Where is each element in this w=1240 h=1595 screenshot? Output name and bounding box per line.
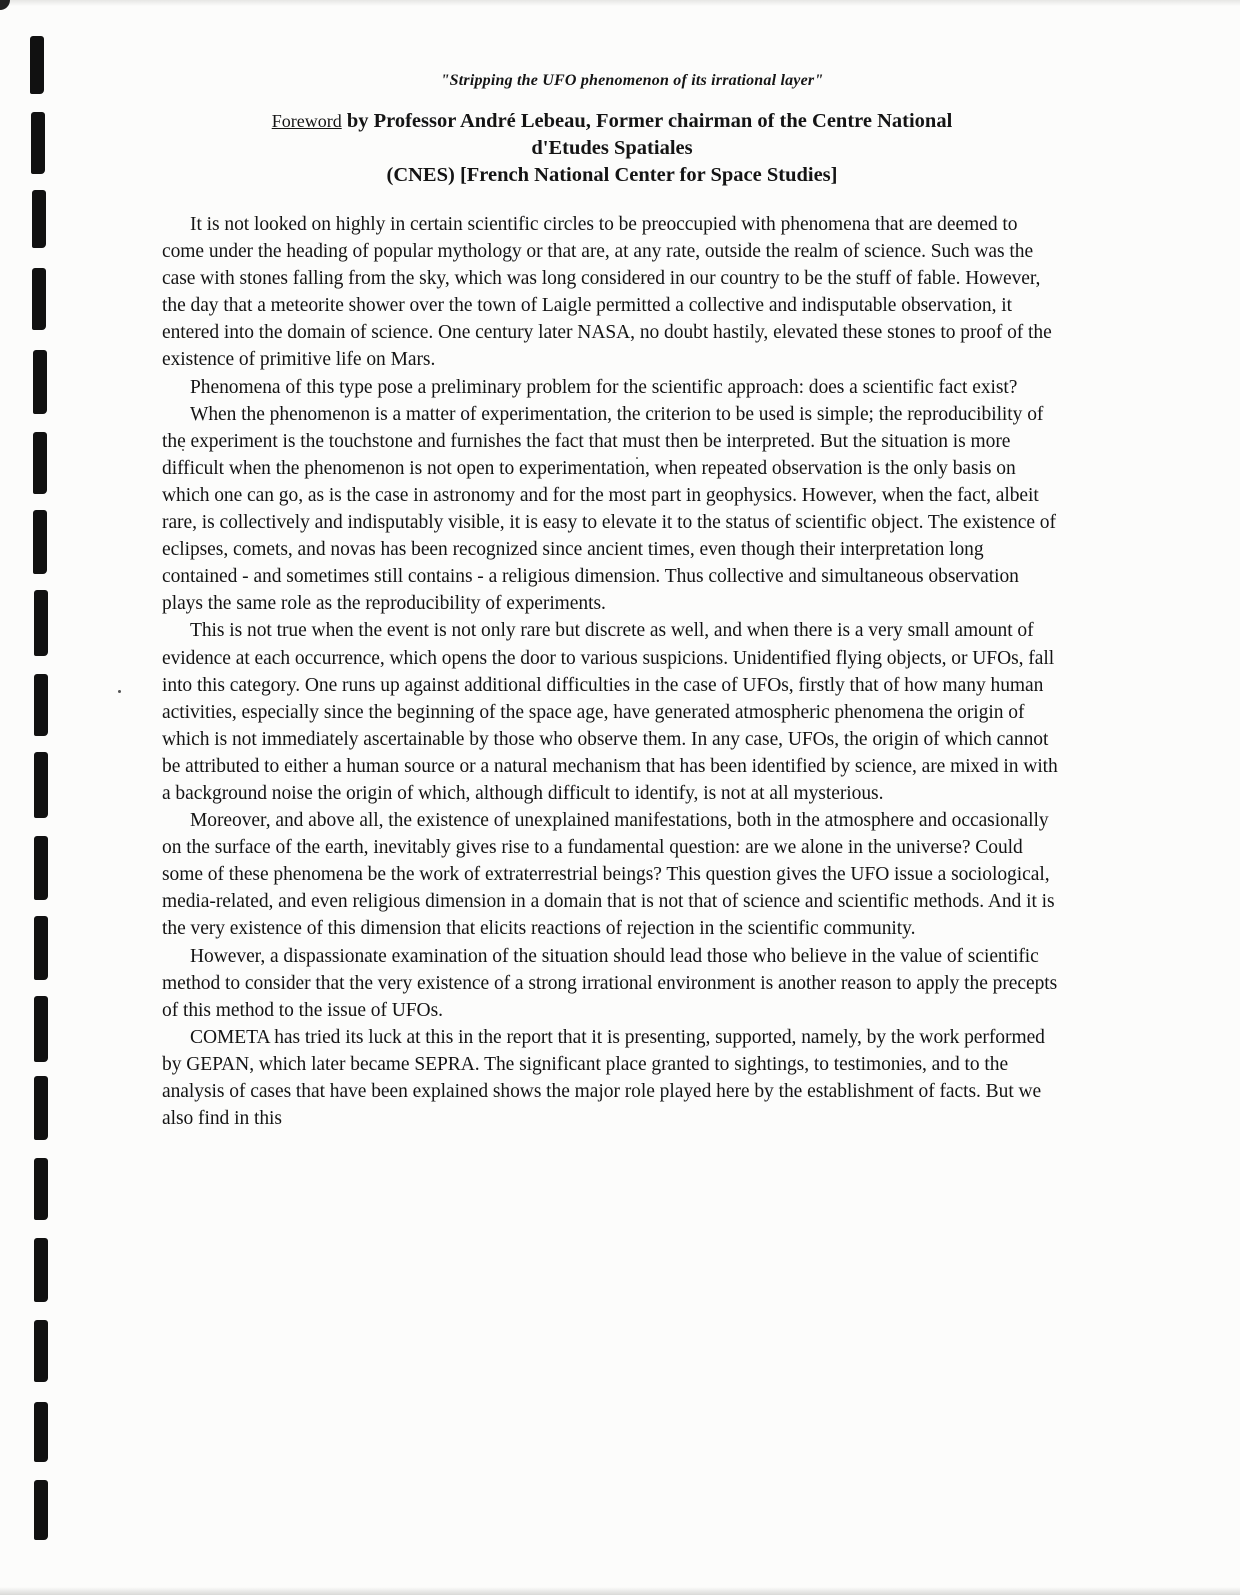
foreword-heading — [162, 108, 1062, 189]
scan-speck — [118, 690, 121, 693]
heading-line-2: d'Etudes Spatiales — [531, 137, 693, 159]
binding-hole — [34, 1076, 48, 1140]
page-corner-shadow — [0, 0, 10, 10]
binding-hole — [34, 836, 48, 900]
binding-hole — [34, 1320, 48, 1382]
document-body — [162, 72, 1062, 1132]
binding-hole — [34, 1480, 48, 1540]
binding-hole — [34, 590, 48, 656]
foreword-label: Foreword — [271, 111, 342, 131]
binding-hole — [34, 752, 48, 818]
binding-hole — [34, 674, 48, 736]
paragraph: When the phenomenon is a matter of experimentation, the criterion to be used is simple; the reproducibility of the experiment is the touchstone and furnishes the fact that must then be interpreted. But the situation is more difficult when the phenomenon is not open to experimentation, when repeated observation is the only basis on which one can go, as is the case in astronomy and for the most part in geophysics. However, when the fact, albeit rare, is collectively and indisputably visible, it is easy to elevate it to the status of scientific object. The existence of eclipses, comets, and novas has been recognized since ancient times, even though their interpretation long contained - and sometimes still contains - a religious dimension. Thus collective and simultaneous observation plays the same role as the reproducibility of experiments. — [162, 403, 1056, 615]
binding-hole — [30, 36, 44, 94]
binding-hole — [34, 1158, 48, 1220]
page-top-edge — [0, 0, 1240, 6]
binding-hole — [34, 1238, 48, 1302]
binding-hole — [33, 432, 47, 494]
document-subtitle: "Stripping the UFO phenomenon of its irrational layer" — [440, 72, 824, 89]
page-bottom-edge — [0, 1587, 1240, 1595]
binding-hole — [31, 112, 45, 174]
binding-hole — [34, 1402, 48, 1462]
binding-hole — [32, 190, 46, 248]
paragraph: However, a dispassionate examination of the situation should lead those who believe in the value of scientific method to consider that the very existence of a strong irrational environment is another reason to apply the precepts of this method to the issue of UFOs. — [162, 945, 1058, 1021]
binding-hole — [34, 916, 48, 980]
binding-hole — [33, 350, 47, 414]
paragraph: COMETA has tried its luck at this in the report that it is presenting, supported, namely, by the work performed by GEPAN, which later became SEPRA. The significant place granted to sightings, to testimonies, and to the analysis of cases that have been explained shows the major role played here by the establishment of facts. But we also find in this — [162, 1026, 1045, 1130]
paragraph: Moreover, and above all, the existence of unexplained manifestations, both in the atmosphere and occasionally on the surface of the earth, inevitably gives rise to a fundamental question: are we alone in the universe? Could some of these phenomena be the work of extraterrestrial beings? This question gives the UFO issue a sociological, media-related, and even religious dimension in a domain that is not that of science and scientific methods. And it is the very existence of this dimension that elicits reactions of rejection in the scientific community. — [162, 810, 1055, 940]
paragraph: This is not true when the event is not only rare but discrete as well, and when there is a very small amount of evidence at each occurrence, which opens the door to various suspicions. Unidentified flying objects, or UFOs, fall into this category. One runs up against additional difficulties in the case of UFOs, firstly that of how many human activities, especially since the beginning of the space age, have generated atmospheric phenomena the origin of which is not immediately ascertainable by those who observe them. In any case, UFOs, the origin of which cannot be attributed to either a human source or a natural mechanism that has been identified by science, are mixed in with a background noise the origin of which, although difficult to identify, is not at all mysterious. — [162, 620, 1058, 804]
binding-hole — [34, 996, 48, 1062]
spiral-binding-holes — [0, 0, 60, 1595]
paragraph: Phenomena of this type pose a preliminary problem for the scientific approach: does a scientific fact exist? — [190, 376, 1018, 398]
heading-line-1 — [162, 108, 1062, 135]
binding-hole — [32, 268, 46, 330]
heading-line-3: (CNES) [French National Center for Space Studies] — [386, 164, 838, 186]
paragraph: It is not looked on highly in certain scientific circles to be preoccupied with phenomena that are deemed to come under the heading of popular mythology or that are, at any rate, outside the realm of science. Such was the case with stones falling from the sky, which was long considered in our country to be the stuff of fable. However, the day that a meteorite shower over the town of Laigle permitted a collective and indisputable observation, it entered into the domain of science. One century later NASA, no doubt hastily, elevated these stones to proof of the existence of primitive life on Mars. — [162, 214, 1052, 371]
binding-hole — [33, 510, 47, 574]
heading-line-1-text: by Professor André Lebeau, Former chairman of the Centre National — [341, 110, 953, 132]
